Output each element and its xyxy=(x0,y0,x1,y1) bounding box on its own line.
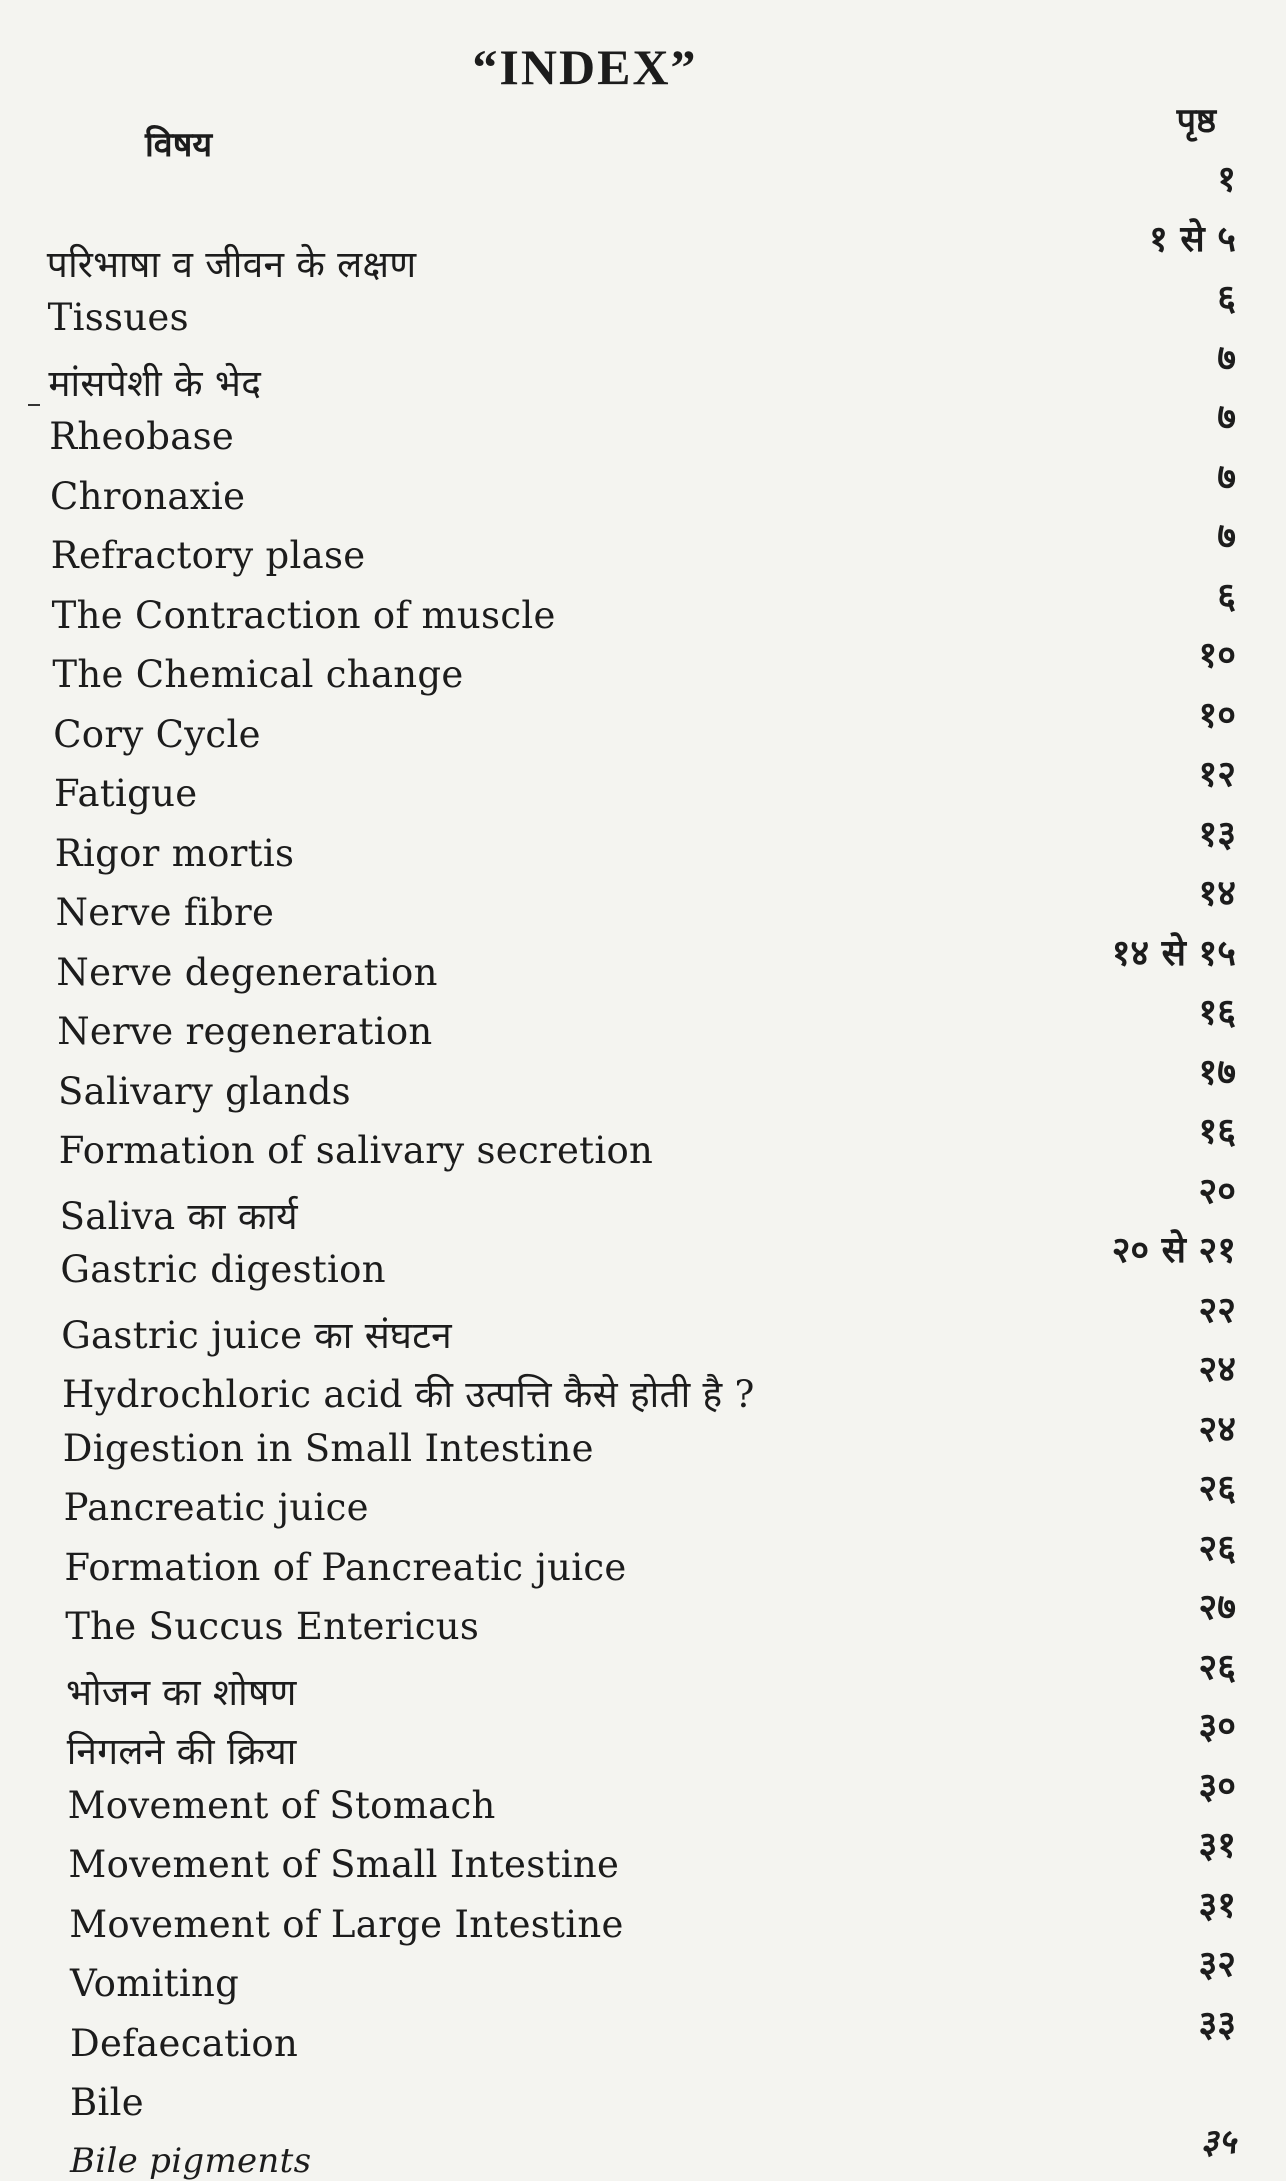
index-page-number: २७ xyxy=(1198,1586,1236,1628)
index-row xyxy=(0,1046,1286,1113)
index-page-number: १० xyxy=(1198,634,1236,676)
index-topic: Tissues xyxy=(47,296,189,339)
index-topic: Refractory plase xyxy=(50,534,366,577)
index-topic: Formation of salivary secretion xyxy=(58,1129,654,1172)
index-row xyxy=(0,808,1286,875)
page-column-header: पृष्ठ xyxy=(1176,101,1216,141)
index-page-number: १४ से १५ xyxy=(1111,931,1236,974)
index-row xyxy=(0,332,1286,405)
index-row xyxy=(0,451,1286,518)
index-row xyxy=(0,391,1286,458)
index-page-number: २२ xyxy=(1198,1288,1236,1331)
index-page-number: ७ xyxy=(1217,455,1236,498)
index-page-number: ३५ xyxy=(1200,2121,1236,2162)
page-title: “INDEX” xyxy=(472,39,698,95)
index-page-number: २४ xyxy=(1198,1407,1236,1450)
index-topic: निगलने की क्रिया xyxy=(66,1730,297,1773)
index-row xyxy=(0,1165,1286,1238)
index-topic: Nerve regeneration xyxy=(57,1010,433,1053)
index-page-number: २६ xyxy=(1198,1467,1236,1509)
index-row xyxy=(0,629,1286,696)
index-topic: Digestion in Small Intestine xyxy=(62,1426,594,1470)
index-page-number: २६ xyxy=(1198,1526,1236,1569)
index-page-number: ६ xyxy=(1217,574,1236,617)
index-row xyxy=(0,570,1286,637)
index-topic: Gastric digestion xyxy=(60,1248,386,1291)
index-page-number: ६ xyxy=(1217,277,1236,319)
index-topic: परिभाषा व जीवन के लक्षण xyxy=(46,242,417,286)
index-row xyxy=(0,1105,1286,1172)
index-row xyxy=(0,510,1286,577)
index-topic: Nerve fibre xyxy=(55,891,275,934)
index-row xyxy=(0,1760,1286,1827)
index-topic: Bile xyxy=(70,2081,144,2124)
index-page-number: ३१ xyxy=(1198,1824,1236,1866)
index-topic: Rheobase xyxy=(49,415,235,458)
index-row xyxy=(0,1581,1286,1648)
index-topic: The Chemical change xyxy=(52,653,464,696)
index-topic: The Contraction of muscle xyxy=(51,593,556,637)
index-page-number: १४ xyxy=(1198,872,1236,914)
index-row xyxy=(0,927,1286,994)
index-page-number: १२ xyxy=(1198,753,1236,795)
index-page-number: ७ xyxy=(1217,515,1236,557)
index-row xyxy=(0,1343,1286,1416)
index-topic: Gastric juice का संघटन xyxy=(61,1313,453,1357)
index-topic: Pancreatic juice xyxy=(63,1486,369,1529)
index-page-number: १० xyxy=(1198,693,1236,736)
index-row xyxy=(0,1700,1286,1773)
index-topic: मांसपेशी के भेद xyxy=(48,361,262,405)
index-page-number: ७ xyxy=(1217,396,1236,438)
index-topic: Movement of Small Intestine xyxy=(68,1843,620,1886)
index-page-number: ७ xyxy=(1217,336,1236,379)
topic-column-header: विषय xyxy=(145,125,213,165)
index-topic: Cory Cycle xyxy=(53,712,261,756)
index-row xyxy=(0,1403,1286,1470)
index-row xyxy=(0,272,1286,339)
index-page-number: १६ xyxy=(1198,991,1236,1033)
index-topic: भोजन का शोषण xyxy=(66,1670,297,1714)
index-topic: Rigor mortis xyxy=(54,831,295,875)
index-topic: Salivary glands xyxy=(58,1069,351,1113)
index-row xyxy=(0,2057,1286,2124)
index-page-number: १६ xyxy=(1198,1110,1236,1152)
index-topic: Movement of Large Intestine xyxy=(69,1902,624,1946)
index-topic: Hydrochloric acid की उत्पत्ति कैसे होती है ? xyxy=(62,1373,755,1416)
index-topic: Saliva का कार्य xyxy=(59,1194,298,1238)
index-row xyxy=(0,1998,1286,2065)
index-topic: Vomiting xyxy=(70,1962,240,2005)
index-page-number: २४ xyxy=(1198,1348,1236,1390)
index-row xyxy=(0,1879,1286,1946)
index-topic: Defaecation xyxy=(70,2021,299,2065)
index-row xyxy=(0,2117,1286,2181)
index-row xyxy=(0,153,1286,209)
index-topic: The Succus Entericus xyxy=(65,1605,480,1648)
index-page-number: १ से ५ xyxy=(1149,217,1236,260)
index-topic: Chronaxie xyxy=(50,474,246,518)
index-page-number: १ xyxy=(1217,158,1236,200)
index-row xyxy=(0,867,1286,934)
index-row xyxy=(0,1641,1286,1714)
index-topic: Formation of Pancreatic juice xyxy=(64,1545,627,1589)
index-topic: Movement of Stomach xyxy=(67,1783,496,1827)
index-topic: Bile pigments xyxy=(70,2140,312,2181)
index-page-number: ३३ xyxy=(1198,2002,1236,2045)
index-page-number: २० xyxy=(1198,1169,1236,1212)
index-topic: Nerve degeneration xyxy=(56,950,438,994)
index-page-number: १७ xyxy=(1198,1050,1236,1093)
index-row xyxy=(0,689,1286,756)
index-row xyxy=(0,1819,1286,1886)
index-row xyxy=(0,1224,1286,1291)
index-page-number: १३ xyxy=(1198,812,1236,855)
index-row xyxy=(0,1938,1286,2005)
index-page-number: ३१ xyxy=(1198,1883,1236,1926)
index-page-number: ३० xyxy=(1198,1705,1236,1747)
index-row xyxy=(0,986,1286,1053)
index-row xyxy=(0,213,1286,286)
index-page-number: २० से २१ xyxy=(1111,1229,1236,1271)
index-row xyxy=(0,1284,1286,1357)
index-row xyxy=(0,1462,1286,1529)
index-row xyxy=(0,748,1286,815)
index-row xyxy=(0,1522,1286,1589)
index-page-number: २६ xyxy=(1198,1645,1236,1688)
index-page-number: ३० xyxy=(1198,1764,1236,1807)
index-page-number: ३२ xyxy=(1198,1943,1236,1985)
index-topic: Fatigue xyxy=(54,772,198,815)
